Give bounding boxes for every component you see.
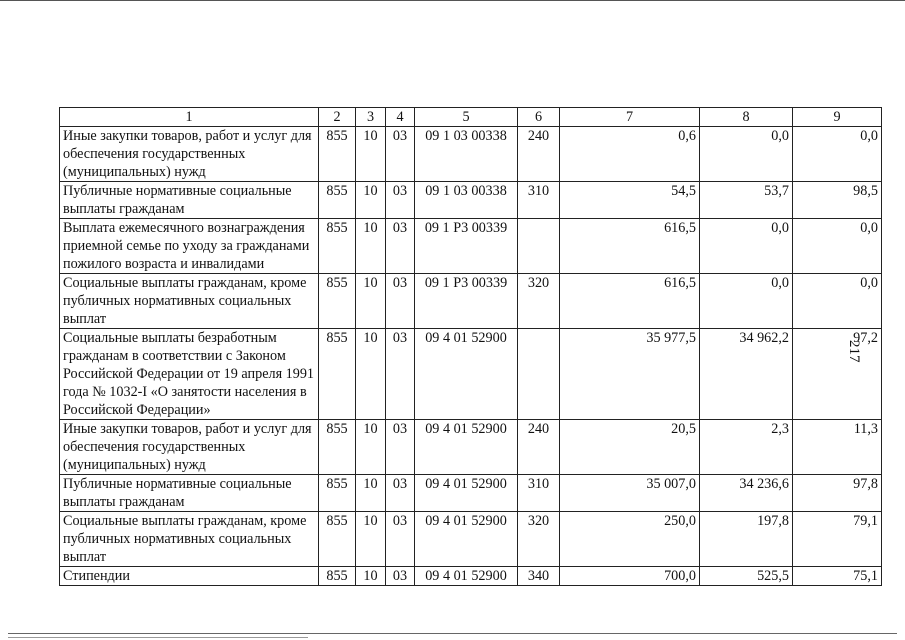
row-name-cell: Социальные выплаты гражданам, кроме публичных нормативных социальных выплат: [60, 274, 319, 329]
scan-bottom-border: [8, 633, 897, 634]
expense-type-cell: 310: [518, 182, 560, 219]
percent-cell: 0,0: [793, 219, 882, 274]
percent-cell: 97,8: [793, 475, 882, 512]
section-cell: 10: [356, 219, 386, 274]
subsection-cell: 03: [386, 420, 415, 475]
subsection-cell: 03: [386, 475, 415, 512]
table-row: [60, 420, 882, 475]
expense-type-cell: 240: [518, 420, 560, 475]
subsection-cell: 03: [386, 127, 415, 182]
row-name-cell: Социальные выплаты гражданам, кроме публичных нормативных социальных выплат: [60, 512, 319, 567]
executed-amount-cell: 2,3: [700, 420, 793, 475]
ministry-code-cell: 855: [319, 127, 356, 182]
scan-top-border: [0, 0, 905, 1]
percent-cell: 98,5: [793, 182, 882, 219]
section-cell: 10: [356, 182, 386, 219]
table-row: [60, 567, 882, 586]
column-header: 1: [60, 108, 319, 127]
column-header: 4: [386, 108, 415, 127]
section-cell: 10: [356, 329, 386, 420]
planned-amount-cell: 20,5: [560, 420, 700, 475]
section-cell: 10: [356, 567, 386, 586]
expense-type-cell: 320: [518, 274, 560, 329]
row-name-cell: Иные закупки товаров, работ и услуг для обеспечения государственных (муниципальных) нужд: [60, 127, 319, 182]
ministry-code-cell: 855: [319, 274, 356, 329]
ministry-code-cell: 855: [319, 512, 356, 567]
target-code-cell: 09 4 01 52900: [415, 567, 518, 586]
section-cell: 10: [356, 475, 386, 512]
percent-cell: 97,2: [793, 329, 882, 420]
percent-cell: 0,0: [793, 274, 882, 329]
target-code-cell: 09 1 03 00338: [415, 182, 518, 219]
ministry-code-cell: 855: [319, 329, 356, 420]
executed-amount-cell: 0,0: [700, 127, 793, 182]
section-cell: 10: [356, 512, 386, 567]
expense-type-cell: 320: [518, 512, 560, 567]
subsection-cell: 03: [386, 329, 415, 420]
ministry-code-cell: 855: [319, 567, 356, 586]
section-cell: 10: [356, 127, 386, 182]
target-code-cell: 09 4 01 52900: [415, 475, 518, 512]
table-row: [60, 182, 882, 219]
table-row: [60, 475, 882, 512]
table-row: [60, 512, 882, 567]
planned-amount-cell: 35 977,5: [560, 329, 700, 420]
planned-amount-cell: 616,5: [560, 219, 700, 274]
column-header: 8: [700, 108, 793, 127]
subsection-cell: 03: [386, 219, 415, 274]
section-cell: 10: [356, 274, 386, 329]
planned-amount-cell: 54,5: [560, 182, 700, 219]
column-header: 2: [319, 108, 356, 127]
row-name-cell: Иные закупки товаров, работ и услуг для обеспечения государственных (муниципальных) нужд: [60, 420, 319, 475]
executed-amount-cell: 197,8: [700, 512, 793, 567]
planned-amount-cell: 700,0: [560, 567, 700, 586]
ministry-code-cell: 855: [319, 182, 356, 219]
executed-amount-cell: 34 962,2: [700, 329, 793, 420]
subsection-cell: 03: [386, 567, 415, 586]
row-name-cell: Публичные нормативные социальные выплаты гражданам: [60, 182, 319, 219]
row-name-cell: Публичные нормативные социальные выплаты гражданам: [60, 475, 319, 512]
column-header: 9: [793, 108, 882, 127]
row-name-cell: Социальные выплаты безработным гражданам в соответствии с Законом Российской Федерации от 19 апреля 1991 года № 1032-I «О занятости населения в Российской Федерации»: [60, 329, 319, 420]
target-code-cell: 09 4 01 52900: [415, 420, 518, 475]
table-row: [60, 329, 882, 420]
target-code-cell: 09 4 01 52900: [415, 329, 518, 420]
expense-type-cell: 240: [518, 127, 560, 182]
executed-amount-cell: 34 236,6: [700, 475, 793, 512]
subsection-cell: 03: [386, 274, 415, 329]
header-row: [60, 108, 882, 127]
percent-cell: 79,1: [793, 512, 882, 567]
ministry-code-cell: 855: [319, 219, 356, 274]
page-number: 217: [846, 340, 862, 363]
budget-table: [59, 107, 882, 586]
row-name-cell: Стипендии: [60, 567, 319, 586]
executed-amount-cell: 53,7: [700, 182, 793, 219]
column-header: 6: [518, 108, 560, 127]
target-code-cell: 09 1 P3 00339: [415, 274, 518, 329]
planned-amount-cell: 35 007,0: [560, 475, 700, 512]
percent-cell: 75,1: [793, 567, 882, 586]
ministry-code-cell: 855: [319, 475, 356, 512]
subsection-cell: 03: [386, 182, 415, 219]
planned-amount-cell: 250,0: [560, 512, 700, 567]
subsection-cell: 03: [386, 512, 415, 567]
executed-amount-cell: 525,5: [700, 567, 793, 586]
expense-type-cell: 310: [518, 475, 560, 512]
column-header: 7: [560, 108, 700, 127]
planned-amount-cell: 616,5: [560, 274, 700, 329]
expense-type-cell: [518, 329, 560, 420]
row-name-cell: Выплата ежемесячного вознаграждения приемной семье по уходу за гражданами пожилого возраста и инвалидами: [60, 219, 319, 274]
executed-amount-cell: 0,0: [700, 219, 793, 274]
percent-cell: 11,3: [793, 420, 882, 475]
table-row: [60, 219, 882, 274]
table-row: [60, 127, 882, 182]
scan-bottom-border-secondary: [8, 637, 308, 638]
expense-type-cell: 340: [518, 567, 560, 586]
target-code-cell: 09 4 01 52900: [415, 512, 518, 567]
column-header: 3: [356, 108, 386, 127]
table-row: [60, 274, 882, 329]
expense-type-cell: [518, 219, 560, 274]
planned-amount-cell: 0,6: [560, 127, 700, 182]
column-header: 5: [415, 108, 518, 127]
target-code-cell: 09 1 P3 00339: [415, 219, 518, 274]
ministry-code-cell: 855: [319, 420, 356, 475]
percent-cell: 0,0: [793, 127, 882, 182]
executed-amount-cell: 0,0: [700, 274, 793, 329]
section-cell: 10: [356, 420, 386, 475]
target-code-cell: 09 1 03 00338: [415, 127, 518, 182]
